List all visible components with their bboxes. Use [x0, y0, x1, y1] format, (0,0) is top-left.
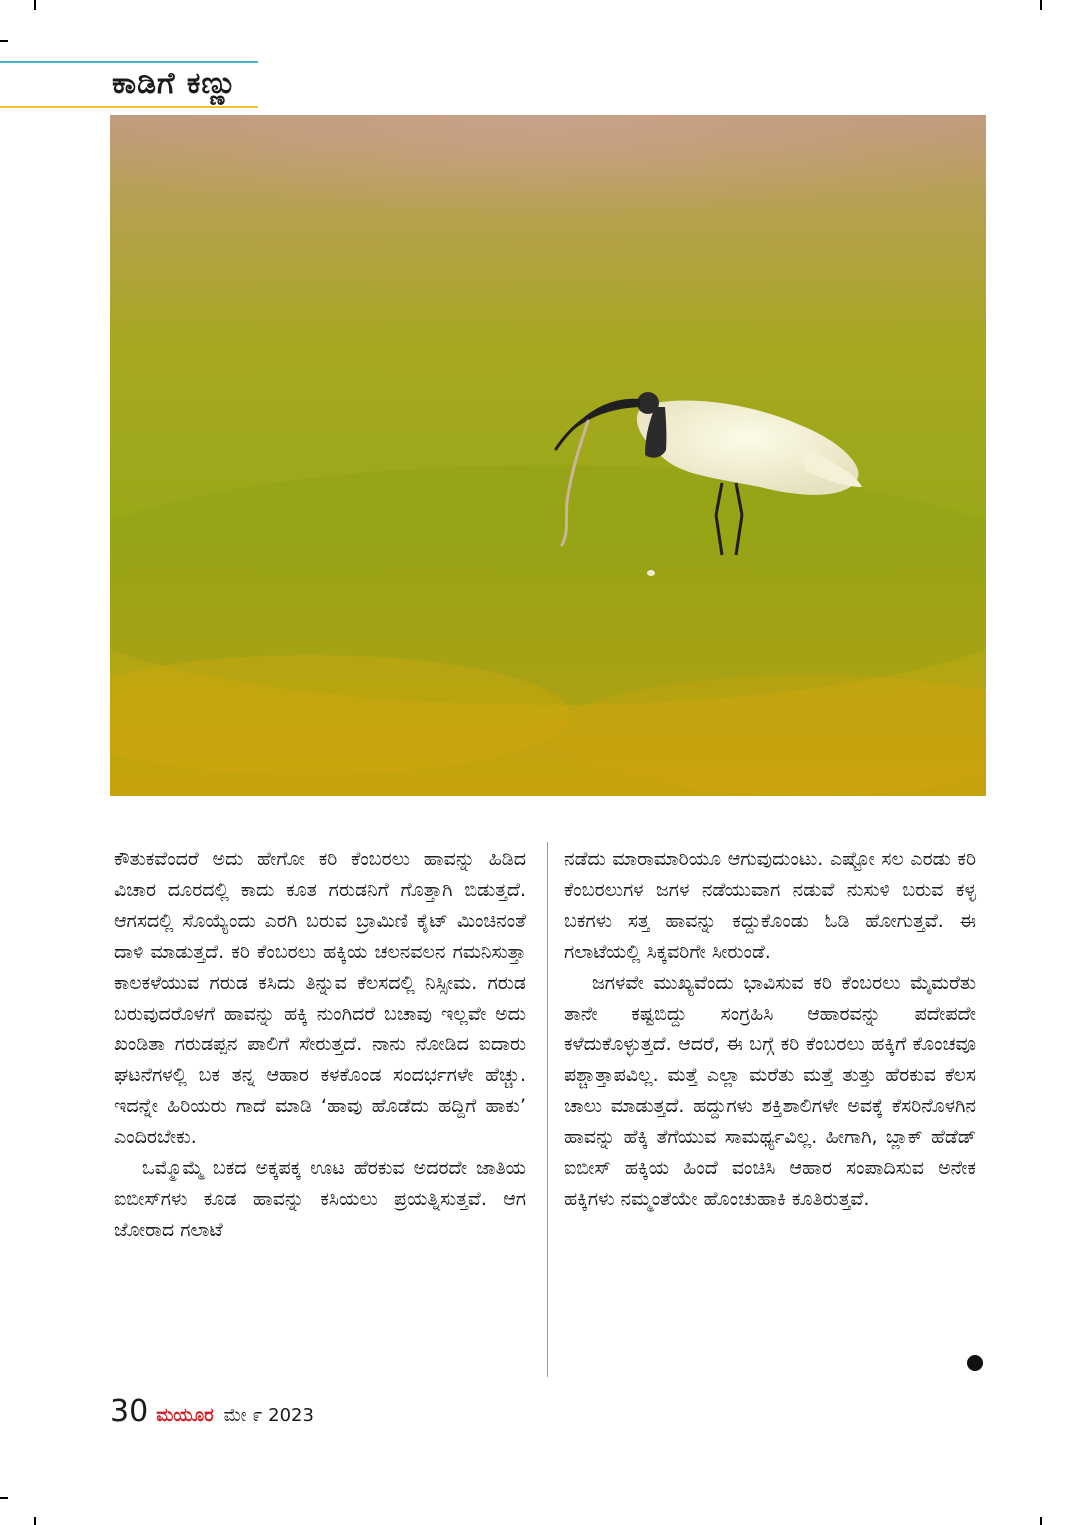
magazine-name: ಮಯೂರ	[156, 1405, 214, 1426]
crop-mark	[34, 1517, 36, 1525]
crop-mark	[34, 0, 36, 10]
crop-mark	[1040, 1517, 1042, 1525]
article-paragraph: ಜಗಳವೇ ಮುಖ್ಯವೆಂದು ಭಾವಿಸುವ ಕರಿ ಕೆಂಬರಲು ಮೈಮರೆತು ತಾನೇ ಕಷ್ಟಬಿದ್ದು ಸಂಗ್ರಹಿಸಿ ಆಹಾರವನ್ನು ಪದೇಪದೇ ಕಳೆದುಕೊಳ್ಳುತ್ತದೆ. ಆದರೆ, ಈ ಬಗ್ಗೆ ಕರಿ ಕೆಂಬರಲು ಹಕ್ಕಿಗೆ ಕೊಂಚವೂ ಪಶ್ಚಾತ್ತಾಪವಿಲ್ಲ. ಮತ್ತೆ ಎಲ್ಲಾ ಮರೆತು ಮತ್ತೆ ತುತ್ತು ಹೆರಕುವ ಕೆಲಸ ಚಾಲು ಮಾಡುತ್ತದೆ. ಹದ್ದುಗಳು ಶಕ್ತಿಶಾಲಿಗಳೇ ಅವಕ್ಕೆ ಕೆಸರಿನೊಳಗಿನ ಹಾವನ್ನು ಹೆಕ್ಕಿ ತೆಗೆಯುವ ಸಾಮರ್ಥ್ಯವಿಲ್ಲ. ಹೀಗಾಗಿ, ಬ್ಲಾಕ್ ಹೆಡೆಡ್ ಐಬೀಸ್ ಹಕ್ಕಿಯ ಹಿಂದೆ ವಂಚಿಸಿ ಆಹಾರ ಸಂಪಾದಿಸುವ ಅನೇಕ ಹಕ್ಕಿಗಳು ನಮ್ಮಂತೆಯೇ ಹೊಂಚುಹಾಕಿ ಕೂತಿರುತ್ತವೆ.	[564, 971, 976, 1210]
crop-mark	[0, 40, 8, 42]
article-photo	[110, 115, 986, 796]
article-paragraph: ನಡೆದು ಮಾರಾಮಾರಿಯೂ ಆಗುವುದುಂಟು. ಎಷ್ಟೋ ಸಲ ಎರಡು ಕರಿ ಕೆಂಬರಲುಗಳ ಜಗಳ ನಡೆಯುವಾಗ ನಡುವೆ ನುಸುಳಿ ಬರುವ ಕಳ್ಳ ಬಕಗಳು ಸತ್ತ ಹಾವನ್ನು ಕದ್ದುಕೊಂಡು ಓಡಿ ಹೋಗುತ್ತವೆ. ಈ ಗಲಾಟೆಯಲ್ಲಿ ಸಿಕ್ಕವರಿಗೇ ಸೀರುಂಡೆ.	[564, 848, 976, 963]
article-end-icon	[967, 1355, 983, 1371]
article-paragraph: ಒಮ್ಮೊಮ್ಮೆ ಬಕದ ಅಕ್ಕಪಕ್ಕ ಊಟ ಹೆರಕುವ ಅದರದೇ ಜಾತಿಯ ಐಬೀಸ್‌ಗಳು ಕೂಡ ಹಾವನ್ನು ಕಸಿಯಲು ಪ್ರಯತ್ನಿಸುತ್ತವೆ. ಆಗ ಜೋರಾದ ಗಲಾಟೆ	[114, 1157, 526, 1241]
issue-date: ಮೇ ೯ 2023	[223, 1405, 314, 1426]
page-footer	[110, 1394, 314, 1429]
column-divider	[547, 842, 548, 1377]
page-number: 30	[110, 1394, 149, 1429]
article-paragraph: ಕೌತುಕವೆಂದರೆ ಅದು ಹೇಗೋ ಕರಿ ಕೆಂಬರಲು ಹಾವನ್ನು ಹಿಡಿದ ವಿಚಾರ ದೂರದಲ್ಲಿ ಕಾದು ಕೂತ ಗರುಡನಿಗೆ ಗೊತ್ತಾಗಿ ಬಿಡುತ್ತದೆ. ಆಗಸದಲ್ಲಿ ಸೊಯ್ಯೆಂದು ಎರಗಿ ಬರುವ ಬ್ರಾಮಿಣಿ ಕೈಟ್ ಮಿಂಚಿನಂತೆ ದಾಳಿ ಮಾಡುತ್ತದೆ. ಕರಿ ಕೆಂಬರಲು ಹಕ್ಕಿಯ ಚಲನವಲನ ಗಮನಿಸುತ್ತಾ ಕಾಲಕಳೆಯುವ ಗರುಡ ಕಸಿದು ತಿನ್ನುವ ಕೆಲಸದಲ್ಲಿ ನಿಸ್ಸೀಮ. ಗರುಡ ಬರುವುದರೊಳಗೆ ಹಾವನ್ನು ಹಕ್ಕಿ ನುಂಗಿದರೆ ಬಚಾವು ಇಲ್ಲವೇ ಅದು ಖಂಡಿತಾ ಗರುಡಪ್ಪನ ಪಾಲಿಗೆ ಸೇರುತ್ತದೆ. ನಾನು ನೋಡಿದ ಐದಾರು ಘಟನೆಗಳಲ್ಲಿ ಬಕ ತನ್ನ ಆಹಾರ ಕಳಕೊಂಡ ಸಂದರ್ಭಗಳೇ ಹೆಚ್ಚು. ಇದನ್ನೇ ಹಿರಿಯರು ಗಾದೆ ಮಾಡಿ ‘ಹಾವು ಹೊಡೆದು ಹದ್ದಿಗೆ ಹಾಕು’ ಎಂದಿರಬೇಕು.	[114, 848, 526, 1149]
crop-mark	[1040, 0, 1042, 10]
crop-mark	[0, 1497, 8, 1499]
article-column-left	[114, 844, 526, 1246]
title-rule-bottom	[0, 106, 258, 108]
article-column-right	[564, 844, 976, 1215]
section-title: ಕಾಡಿಗೆ ಕಣ್ಣು	[112, 66, 238, 101]
title-rule-top	[0, 61, 258, 63]
